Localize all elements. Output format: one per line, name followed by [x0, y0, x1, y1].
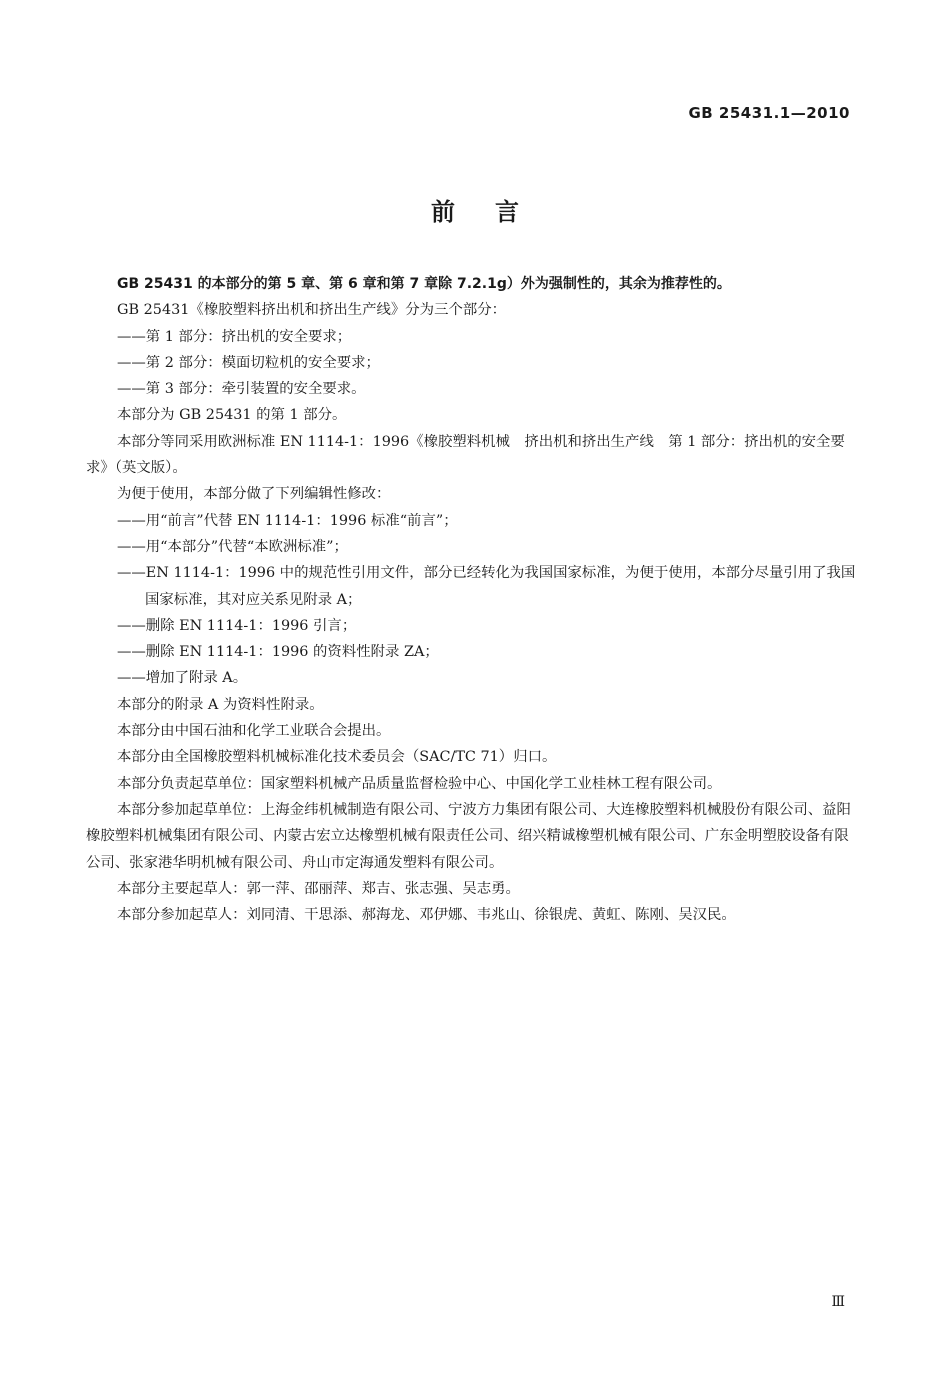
- committee-statement: 本部分由全国橡胶塑料机械标准化技术委员会（SAC/TC 71）归口。: [117, 749, 557, 766]
- mandatory-statement: GB 25431 的本部分的第 5 章、第 6 章和第 7 章除 7.2.1g）外为强制性的，其余为推荐性的。: [117, 276, 731, 292]
- standard-code: GB 25431.1—2010: [688, 104, 850, 122]
- parts-list-item: ——第 3 部分：牵引装置的安全要求。: [117, 381, 366, 398]
- changes-list-item: ——增加了附录 A。: [117, 670, 248, 687]
- adoption-statement: 本部分等同采用欧洲标准 EN 1114-1：1996《橡胶塑料机械 挤出机和挤出生产线 第 1 部分：挤出机的安全要求》（英文版）。: [86, 433, 845, 477]
- changes-list-item: ——用“本部分”代替“本欧洲标准”；: [117, 538, 348, 555]
- changes-list-item: ——删除 EN 1114-1：1996 引言；: [117, 617, 357, 634]
- page-title: 前言: [431, 198, 559, 226]
- parts-list-item: ——第 1 部分：挤出机的安全要求；: [117, 328, 352, 345]
- changes-intro: 为便于使用，本部分做了下列编辑性修改：: [117, 486, 391, 503]
- changes-list-item: ——用“前言”代替 EN 1114-1：1996 标准“前言”；: [117, 512, 458, 529]
- participating-drafters-statement: 本部分参加起草单位：上海金纬机械制造有限公司、宁波方力集团有限公司、大连橡胶塑料机械股份有限公司、益阳橡胶塑料机械集团有限公司、内蒙古宏立达橡塑机械有限责任公司、绍兴精诚橡塑机械有限公司、广东金明塑胶设备有限公司、张家港华明机械有限公司、舟山市定海通发塑料有限公司。: [86, 801, 851, 871]
- parts-intro: GB 25431《橡胶塑料挤出机和挤出生产线》分为三个部分：: [117, 302, 507, 319]
- parts-list-item: ——第 2 部分：模面切粒机的安全要求；: [117, 354, 380, 371]
- annex-statement: 本部分的附录 A 为资料性附录。: [117, 696, 324, 713]
- page-number: Ⅲ: [831, 1294, 845, 1310]
- part-statement: 本部分为 GB 25431 的第 1 部分。: [117, 407, 347, 424]
- proposer-statement: 本部分由中国石油和化学工业联合会提出。: [117, 723, 391, 740]
- changes-list-item: ——删除 EN 1114-1：1996 的资料性附录 ZA；: [117, 644, 439, 661]
- participating-authors-statement: 本部分参加起草人：刘同清、干思添、郝海龙、邓伊娜、韦兆山、徐银虎、黄虹、陈刚、吴汉民。: [117, 907, 736, 924]
- changes-list-item: ——EN 1114-1：1996 中的规范性引用文件，部分已经转化为我国国家标准，为便于使用，本部分尽量引用了我国国家标准，其对应关系见附录 A；: [117, 565, 856, 608]
- preface-body: [86, 271, 856, 928]
- main-authors-statement: 本部分主要起草人：郭一萍、邵丽萍、郑吉、张志强、吴志勇。: [117, 880, 520, 897]
- lead-drafter-statement: 本部分负责起草单位：国家塑料机械产品质量监督检验中心、中国化学工业桂林工程有限公司。: [117, 775, 722, 792]
